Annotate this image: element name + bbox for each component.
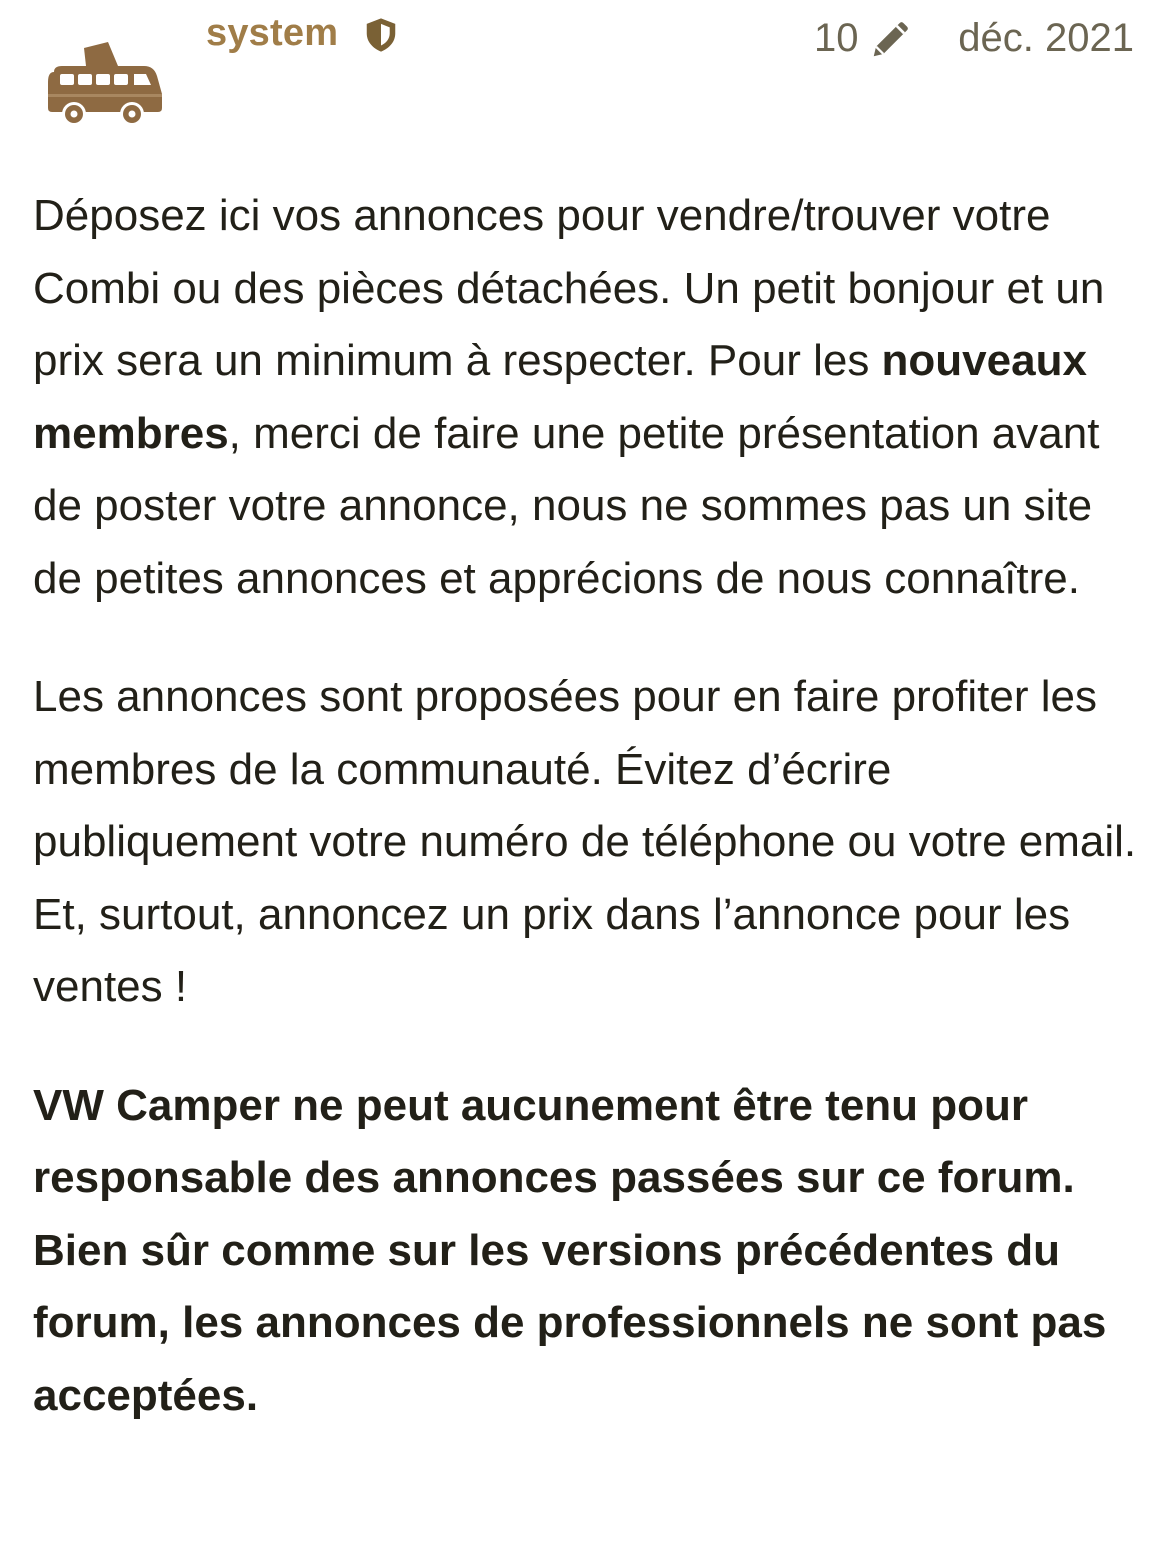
paragraph-guidelines: Les annonces sont proposées pour en faire profiter les membres de la communauté. Évitez d’écrire publiquement votre numéro de téléphone ou votre email. Et, surtout, annoncez un prix dans l’annonce pour les ventes ! bbox=[33, 672, 1137, 1011]
new-members-emphasis: nouveaux membres bbox=[33, 336, 1087, 458]
post-header bbox=[0, 0, 1170, 140]
post-body bbox=[33, 180, 1143, 1432]
paragraph-intro-end: , merci de faire une petite présentation avant de poster votre annonce, nous ne sommes pas un site de petites annonces et apprécions de nous connaître. bbox=[33, 408, 1100, 603]
pencil-icon[interactable] bbox=[868, 16, 914, 62]
camper-van-icon bbox=[46, 42, 166, 130]
paragraph-intro-start: Déposez ici vos annonces pour vendre/trouver votre Combi ou des pièces détachées. Un petit bonjour et un prix sera un minimum à respecter. Pour les bbox=[33, 191, 1105, 385]
paragraph-intro bbox=[33, 180, 1143, 615]
edit-count[interactable]: 10 bbox=[814, 16, 859, 60]
paragraph-disclaimer: VW Camper ne peut aucunement être tenu pour responsable des annonces passées sur ce forum. Bien sûr comme sur les versions précédentes du forum, les annonces de professionnels ne sont pas acceptées. bbox=[33, 1080, 1107, 1420]
author-username[interactable]: system bbox=[206, 12, 339, 54]
post-date[interactable]: déc. 2021 bbox=[958, 16, 1134, 60]
shield-icon bbox=[362, 16, 400, 54]
avatar[interactable] bbox=[46, 42, 166, 130]
